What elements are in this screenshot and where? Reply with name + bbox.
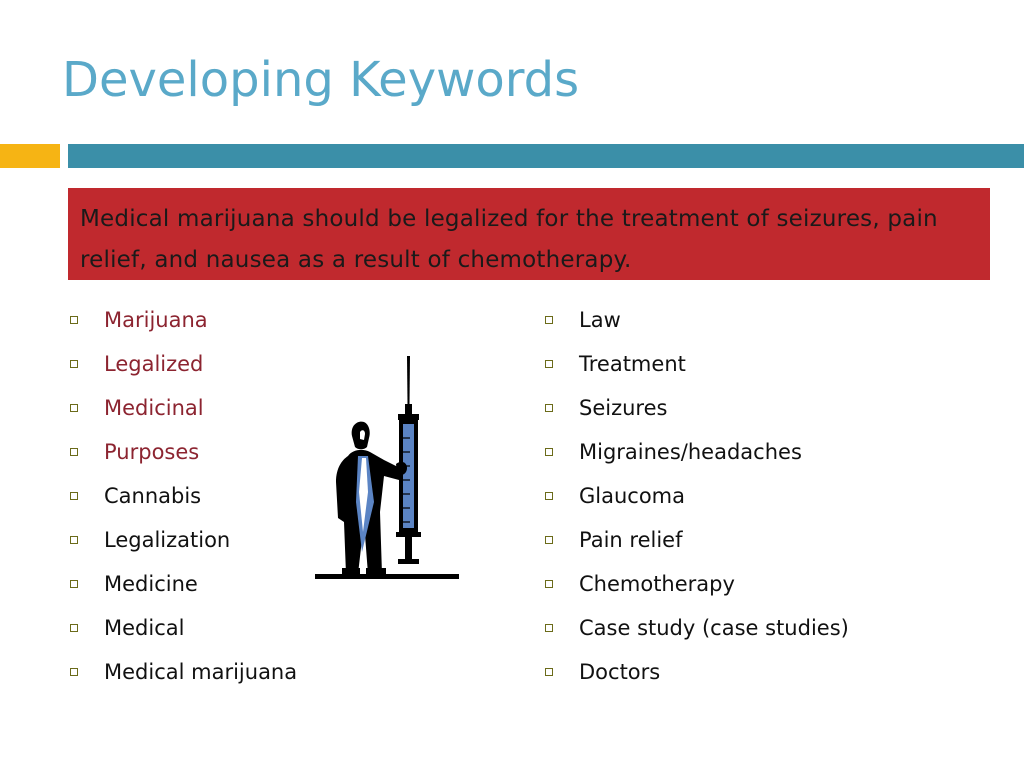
keyword-item: [68, 518, 328, 562]
square-bullet-icon: [70, 668, 78, 676]
keyword-item: [68, 650, 328, 694]
keyword-item: [543, 342, 963, 386]
keyword-label: Purposes: [104, 440, 200, 464]
keyword-label: Legalized: [104, 352, 204, 376]
square-bullet-icon: [545, 404, 553, 412]
title-divider-bar: [68, 144, 1024, 168]
square-bullet-icon: [70, 404, 78, 412]
accent-bar: [0, 144, 60, 168]
keyword-item: [543, 386, 963, 430]
square-bullet-icon: [70, 536, 78, 544]
keyword-label: Case study (case studies): [579, 616, 849, 640]
square-bullet-icon: [70, 316, 78, 324]
keyword-item: [68, 386, 328, 430]
keyword-label: Treatment: [579, 352, 686, 376]
keyword-label: Medicinal: [104, 396, 204, 420]
keyword-label: Pain relief: [579, 528, 683, 552]
square-bullet-icon: [545, 360, 553, 368]
square-bullet-icon: [545, 536, 553, 544]
keyword-label: Doctors: [579, 660, 661, 684]
keyword-item: [543, 650, 963, 694]
keyword-label: Migraines/headaches: [579, 440, 802, 464]
keyword-item: [543, 430, 963, 474]
square-bullet-icon: [545, 492, 553, 500]
keyword-item: [68, 430, 328, 474]
slide-title: Developing Keywords: [62, 52, 580, 108]
keyword-label: Legalization: [104, 528, 231, 552]
square-bullet-icon: [70, 492, 78, 500]
square-bullet-icon: [70, 624, 78, 632]
left-keyword-list: [68, 298, 328, 694]
keyword-label: Marijuana: [104, 308, 208, 332]
square-bullet-icon: [545, 580, 553, 588]
keyword-item: [543, 474, 963, 518]
keyword-label: Medical: [104, 616, 185, 640]
thesis-statement: Medical marijuana should be legalized for the treatment of seizures, pain relief, and nausea as a result of chemotherapy.: [68, 188, 990, 280]
square-bullet-icon: [545, 624, 553, 632]
doctor-with-syringe-icon: [312, 352, 462, 588]
keyword-item: [543, 298, 963, 342]
square-bullet-icon: [70, 580, 78, 588]
keyword-label: Seizures: [579, 396, 668, 420]
keyword-item: [68, 606, 328, 650]
keyword-item: [68, 298, 328, 342]
keyword-label: Glaucoma: [579, 484, 686, 508]
keyword-label: Cannabis: [104, 484, 202, 508]
keyword-item: [543, 606, 963, 650]
keyword-label: Chemotherapy: [579, 572, 735, 596]
keyword-item: [68, 342, 328, 386]
keyword-label: Medical marijuana: [104, 660, 298, 684]
keyword-item: [543, 518, 963, 562]
right-keyword-list: [543, 298, 963, 694]
keyword-label: Law: [579, 308, 621, 332]
square-bullet-icon: [70, 448, 78, 456]
square-bullet-icon: [545, 668, 553, 676]
keyword-item: [543, 562, 963, 606]
square-bullet-icon: [70, 360, 78, 368]
keyword-item: [68, 562, 328, 606]
keyword-item: [68, 474, 328, 518]
square-bullet-icon: [545, 448, 553, 456]
square-bullet-icon: [545, 316, 553, 324]
keyword-label: Medicine: [104, 572, 198, 596]
